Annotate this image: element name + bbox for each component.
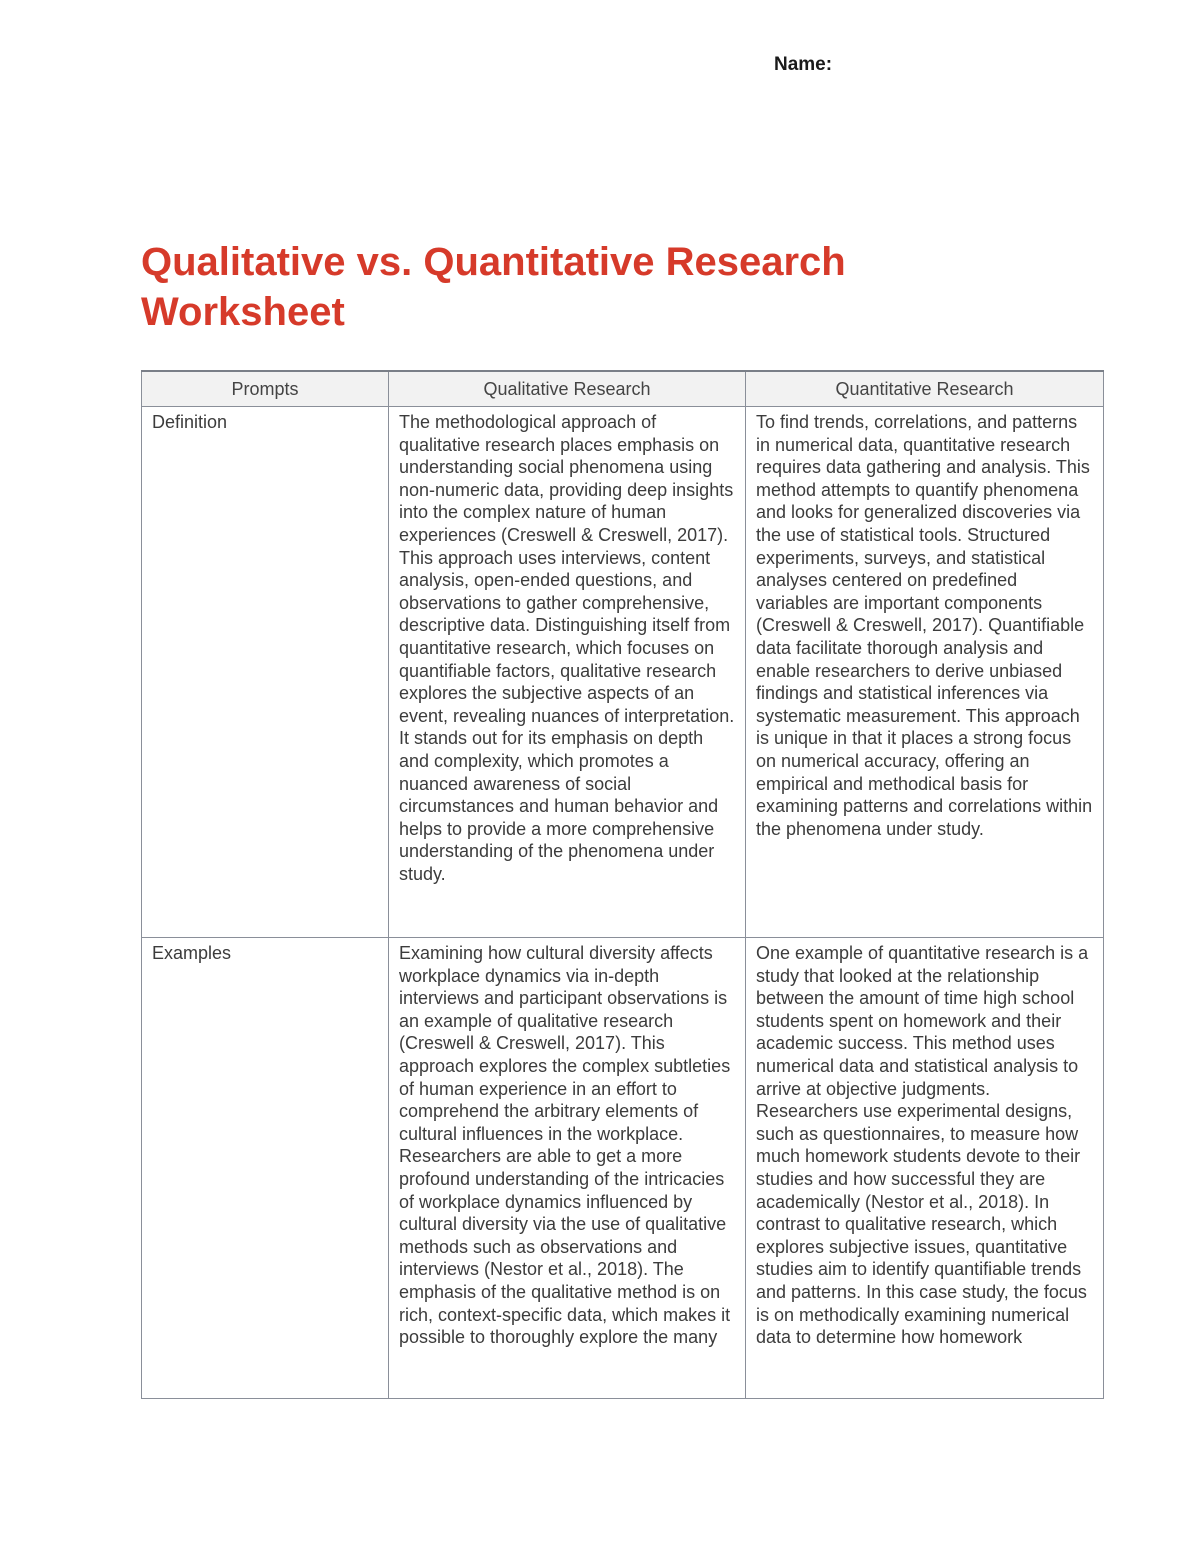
prompt-cell bbox=[142, 938, 389, 1399]
quantitative-examples: One example of quantitative research is a study that looked at the relationship between the amount of time high school students spent on homework and their academic success. This method uses numerical data and statistical analysis to arrive at objective judgments. Researchers use experimental designs, such as questionnaires, to measure how much homework students devote to their studies and how successful they are academically (Nestor et al., 2018). In contrast to qualitative research, which explores subjective issues, quantitative studies aim to identify quantifiable trends and patterns. In this case study, the focus is on methodically examining numerical data to determine how homework bbox=[756, 943, 1089, 1348]
quantitative-cell bbox=[746, 938, 1104, 1399]
qualitative-cell bbox=[389, 938, 746, 1399]
comparison-table bbox=[141, 370, 1104, 1399]
qualitative-definition: The methodological approach of qualitative research places emphasis on understanding social phenomena using non-numeric data, providing deep insights into the complex nature of human experiences (Creswell & Creswell, 2017). This approach uses interviews, content analysis, open-ended questions, and observations to gather comprehensive, descriptive data. Distinguishing itself from quantitative research, which focuses on quantifiable factors, qualitative research explores the subjective aspects of an event, revealing nuances of interpretation. It stands out for its emphasis on depth and complexity, which promotes a nuanced awareness of social circumstances and human behavior and helps to provide a more comprehensive understanding of the phenomena under study. bbox=[399, 412, 735, 884]
table-row-examples bbox=[142, 938, 1104, 1399]
table-header-row bbox=[142, 371, 1104, 407]
worksheet-title: Qualitative vs. Quantitative Research Worksheet bbox=[141, 240, 846, 334]
prompt-examples: Examples bbox=[152, 943, 232, 963]
quantitative-definition: To find trends, correlations, and patterns in numerical data, quantitative research requires data gathering and analysis. This method attempts to quantify phenomena and looks for generalized discoveries via the use of statistical tools. Structured experiments, surveys, and statistical analyses centered on predefined variables are important components (Creswell & Creswell, 2017). Quantifiable data facilitate thorough analysis and enable researchers to derive unbiased findings and statistical inferences via systematic measurement. This approach is unique in that it places a strong focus on numerical accuracy, offering an empirical and methodical basis for examining patterns and correlations within the phenomena under study. bbox=[756, 412, 1093, 839]
qualitative-cell bbox=[389, 407, 746, 938]
table-row-definition bbox=[142, 407, 1104, 938]
prompt-cell bbox=[142, 407, 389, 938]
header-prompts: Prompts bbox=[142, 371, 389, 407]
prompt-definition: Definition bbox=[152, 412, 228, 432]
name-label: Name: bbox=[774, 54, 833, 75]
qualitative-examples: Examining how cultural diversity affects workplace dynamics via in-depth interviews and participant observations is an example of qualitative research (Creswell & Creswell, 2017). This approach explores the complex subtleties of human experience in an effort to comprehend the arbitrary elements of cultural influences in the workplace. Researchers are able to get a more profound understanding of the intricacies of workplace dynamics influenced by cultural diversity via the use of qualitative methods such as observations and interviews (Nestor et al., 2018). The emphasis of the qualitative method is on rich, context-specific data, which makes it possible to thoroughly explore the many bbox=[399, 943, 731, 1348]
header-qualitative: Qualitative Research bbox=[389, 371, 746, 407]
quantitative-cell bbox=[746, 407, 1104, 938]
header-quantitative: Quantitative Research bbox=[746, 371, 1104, 407]
